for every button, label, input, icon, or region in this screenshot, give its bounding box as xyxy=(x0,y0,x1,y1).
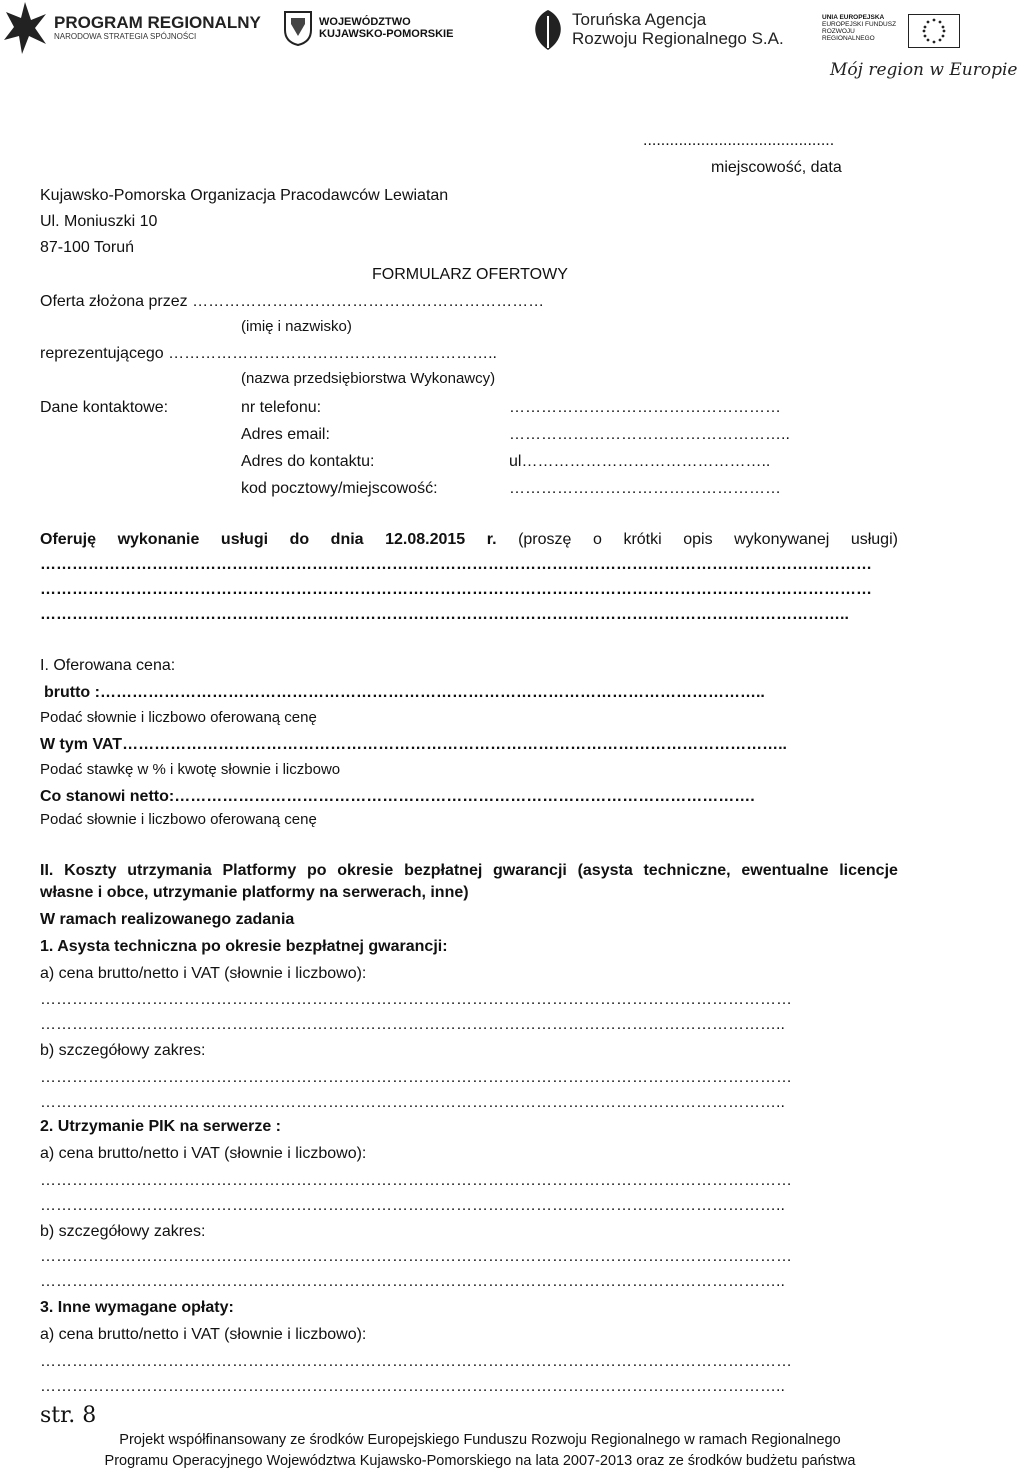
cost-item-dots[interactable]: ………………………………………………………………………………………………………………………….. xyxy=(40,1016,785,1033)
cost-item-price-label: a) cena brutto/netto i VAT (słownie i liczbowo): xyxy=(40,1145,367,1162)
address-line2: Ul. Moniuszki 10 xyxy=(40,213,158,230)
footer-line1: Projekt współfinansowany ze środków Europejskiego Funduszu Rozwoju Regionalnego w ramach Regionalnego xyxy=(119,1432,841,1448)
costs-heading-word: II. xyxy=(40,862,54,879)
costs-heading-line2: własne i obce, utrzymanie platformy na serwerach, inne) xyxy=(40,884,469,901)
place-date-label: miejscowość, data xyxy=(711,159,842,176)
logo-unia-europejska xyxy=(822,14,960,48)
price-brutto-hint: Podać słownie i liczbowo oferowaną cenę xyxy=(40,709,317,726)
service-word: usługi) xyxy=(850,531,898,548)
logo-ue-slogan: Mój region w Europie xyxy=(830,60,1017,80)
costs-heading-word: techniczne, xyxy=(643,862,731,879)
costs-heading xyxy=(40,861,898,881)
price-vat-field[interactable]: W tym VAT…………………………………………………………………………………………………………….. xyxy=(40,736,787,753)
contact-address-label: Adres do kontaktu: xyxy=(241,453,375,470)
logo-agencja xyxy=(528,8,784,52)
service-sentence xyxy=(40,530,898,550)
logo-wojewodztwo-line2: KUJAWSKO-POMORSKIE xyxy=(319,28,454,40)
contact-phone-value[interactable]: …………………………………………… xyxy=(509,399,781,416)
representing-field[interactable] xyxy=(40,344,497,364)
logo-agencja-line2: Rozwoju Regionalnego S.A. xyxy=(572,29,784,48)
place-date-dots: ........................................... xyxy=(643,132,835,149)
offer-by-hint: (imię i nazwisko) xyxy=(241,318,352,335)
star-emblem-icon xyxy=(2,0,48,56)
logo-wojewodztwo xyxy=(283,10,453,46)
service-dots-line[interactable]: …………………………………………………………………………………………………………………………………….. xyxy=(40,606,849,623)
logo-program-title: PROGRAM REGIONALNY xyxy=(54,13,261,33)
service-word: Oferuję xyxy=(40,531,97,548)
leaf-icon xyxy=(528,8,568,52)
logo-program-regionalny xyxy=(2,0,261,56)
logo-ue-line1: UNIA EUROPEJSKA xyxy=(822,14,885,21)
price-netto-field[interactable]: Co stanowi netto:………………………………………………………………………………………………. xyxy=(40,788,755,805)
offer-by-dots: ………………………………………………………… xyxy=(192,293,545,310)
costs-heading-word: gwarancji xyxy=(493,862,567,879)
costs-heading-word: (asysta xyxy=(577,862,633,879)
cost-item-title: 2. Utrzymanie PIK na serwerze : xyxy=(40,1118,281,1135)
cost-item-scope-label: b) szczegółowy zakres: xyxy=(40,1042,206,1059)
cost-item-dots[interactable]: …………………………………………………………………………………………………………………………… xyxy=(40,1172,792,1189)
cost-item-dots[interactable]: ………………………………………………………………………………………………………………………….. xyxy=(40,1273,785,1290)
costs-heading-word: ewentualne xyxy=(741,862,829,879)
service-word: do xyxy=(289,531,310,548)
contact-phone-label: nr telefonu: xyxy=(241,399,322,416)
contact-label: Dane kontaktowe: xyxy=(40,399,169,416)
service-word: (proszę xyxy=(518,531,572,548)
coat-of-arms-icon xyxy=(283,10,313,46)
representing-hint: (nazwa przedsiębiorstwa Wykonawcy) xyxy=(241,370,496,387)
logo-program-subtitle: NARODOWA STRATEGIA SPÓJNOŚCI xyxy=(54,31,197,41)
contact-email-label: Adres email: xyxy=(241,426,330,443)
cost-item-dots[interactable]: …………………………………………………………………………………………………………………………… xyxy=(40,991,792,1008)
price-brutto-field[interactable]: brutto :…………………………………………………………………………………………………………….. xyxy=(44,684,765,701)
offer-by-field[interactable] xyxy=(40,292,544,312)
representing-label: reprezentującego xyxy=(40,345,169,362)
page-number: str. 8 xyxy=(40,1403,97,1428)
cost-item-title: 1. Asysta techniczna po okresie bezpłatnej gwarancji: xyxy=(40,938,448,955)
costs-heading-word: po xyxy=(307,862,327,879)
address-line1: Kujawsko-Pomorska Organizacja Pracodawców Lewiatan xyxy=(40,187,449,204)
service-word: dnia xyxy=(330,531,364,548)
contact-email-value[interactable]: …………………………………………….. xyxy=(509,426,790,443)
logo-wojewodztwo-line1: WOJEWÓDZTWO xyxy=(319,15,411,28)
service-dots-line[interactable]: ………………………………………………………………………………………………………………………………………… xyxy=(40,556,872,573)
cost-item-dots[interactable]: …………………………………………………………………………………………………………………………… xyxy=(40,1353,792,1370)
service-word: r. xyxy=(486,531,497,548)
logo-ue-line2: EUROPEJSKI FUNDUSZ xyxy=(822,21,897,29)
costs-subheading: W ramach realizowanego zadania xyxy=(40,911,295,928)
costs-heading-word: Platformy xyxy=(222,862,297,879)
service-word: wykonywanej xyxy=(734,531,830,548)
costs-heading-word: licencje xyxy=(839,862,898,879)
costs-heading-word: okresie xyxy=(337,862,394,879)
service-word: krótki xyxy=(623,531,662,548)
cost-item-dots[interactable]: …………………………………………………………………………………………………………………………… xyxy=(40,1069,792,1086)
eu-flag-icon xyxy=(908,14,960,48)
offer-by-label: Oferta złożona przez xyxy=(40,293,193,310)
service-date: 12.08.2015 xyxy=(385,531,466,548)
service-dots-line[interactable]: ………………………………………………………………………………………………………………………………………… xyxy=(40,581,872,598)
cost-item-dots[interactable]: ………………………………………………………………………………………………………………………….. xyxy=(40,1378,785,1395)
cost-item-dots[interactable]: …………………………………………………………………………………………………………………………… xyxy=(40,1248,792,1265)
costs-heading-word: utrzymania xyxy=(127,862,212,879)
service-word: opis xyxy=(683,531,713,548)
contact-postcode-value[interactable]: …………………………………………… xyxy=(509,480,781,497)
service-word: o xyxy=(592,531,602,548)
logo-agencja-line1: Toruńska Agencja xyxy=(572,10,707,30)
price-netto-hint: Podać słownie i liczbowo oferowaną cenę xyxy=(40,811,317,828)
cost-item-title: 3. Inne wymagane opłaty: xyxy=(40,1299,234,1316)
contact-address-value[interactable]: ul……………………………………….. xyxy=(509,453,771,470)
representing-dots: …………………………………………………….. xyxy=(168,345,497,362)
cost-item-dots[interactable]: ………………………………………………………………………………………………………………………….. xyxy=(40,1094,785,1111)
cost-item-dots[interactable]: ………………………………………………………………………………………………………………………….. xyxy=(40,1197,785,1214)
cost-item-scope-label: b) szczegółowy zakres: xyxy=(40,1223,206,1240)
service-word: wykonanie xyxy=(117,531,200,548)
costs-heading-word: bezpłatnej xyxy=(404,862,483,879)
cost-item-price-label: a) cena brutto/netto i VAT (słownie i liczbowo): xyxy=(40,965,367,982)
footer-line2: Programu Operacyjnego Województwa Kujawsko-Pomorskiego na lata 2007-2013 oraz ze środków budżetu państwa xyxy=(104,1453,856,1469)
cost-item-price-label: a) cena brutto/netto i VAT (słownie i liczbowo): xyxy=(40,1326,367,1343)
form-title: FORMULARZ OFERTOWY xyxy=(372,266,568,283)
service-word: usługi xyxy=(220,531,269,548)
price-vat-hint: Podać stawkę w % i kwotę słownie i liczbowo xyxy=(40,761,341,778)
contact-postcode-label: kod pocztowy/miejscowość: xyxy=(241,480,438,497)
costs-heading-word: Koszty xyxy=(64,862,117,879)
address-line3: 87-100 Toruń xyxy=(40,239,134,256)
price-heading: I. Oferowana cena: xyxy=(40,657,176,674)
logo-ue-line3: ROZWOJU REGIONALNEGO xyxy=(822,28,875,43)
